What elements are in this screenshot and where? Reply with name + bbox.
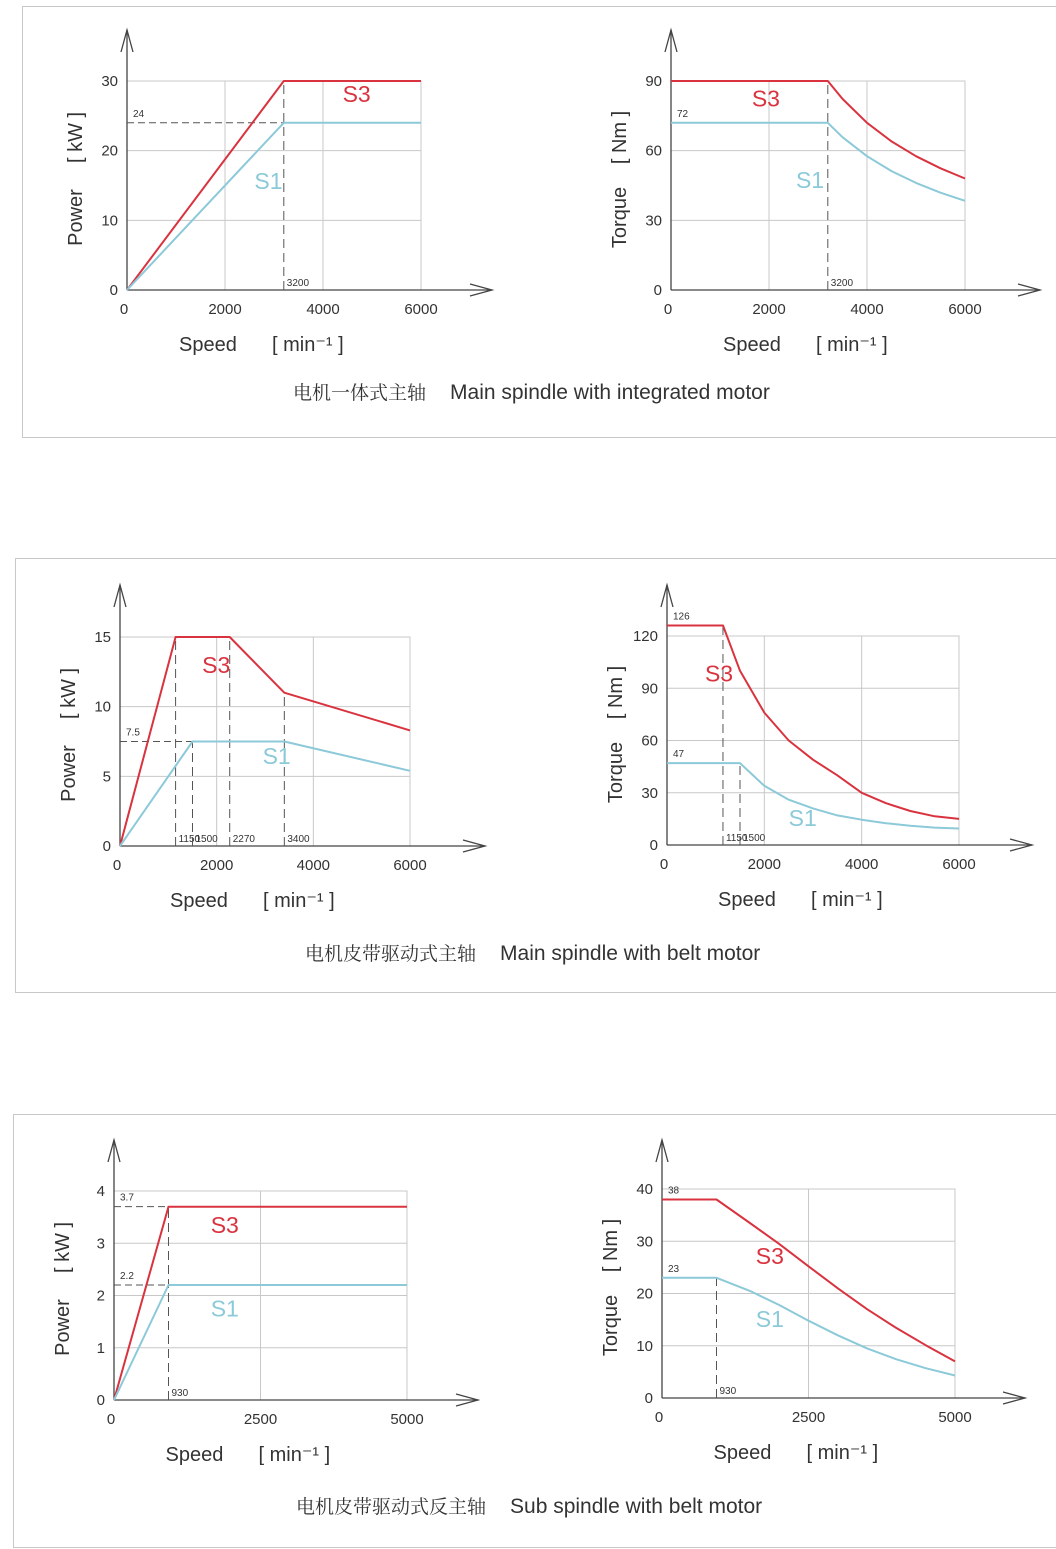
series-s1-label: S1 <box>262 742 291 769</box>
y-axis-unit: [ Nm ] <box>605 665 627 720</box>
y-tick-label: 120 <box>632 628 658 645</box>
y-axis-title: Power <box>52 1299 74 1356</box>
y-tick-label: 0 <box>102 838 111 855</box>
reference-label-x: 1150 <box>725 833 748 844</box>
y-tick-label: 2 <box>96 1287 105 1305</box>
y-tick-label: 90 <box>641 680 658 698</box>
x-axis-title: Speed <box>179 334 237 356</box>
reference-label-y: 3.7 <box>120 1192 134 1204</box>
reference-label-x: 3200 <box>830 278 854 289</box>
series-s3-label: S3 <box>202 652 231 679</box>
reference-label-y: 2.2 <box>120 1271 134 1283</box>
y-tick-label: 0 <box>653 282 662 299</box>
x-axis-unit: [ min⁻¹ ] <box>258 1444 331 1466</box>
y-tick-label: 20 <box>636 1285 653 1303</box>
series-s3-label: S3 <box>704 660 734 687</box>
series-s1-label: S1 <box>795 166 825 193</box>
caption-belt-en: Main spindle with belt motor <box>500 942 761 965</box>
y-tick-label: 60 <box>641 732 658 750</box>
x-tick-label: 0 <box>659 856 669 873</box>
x-tick-label: 2500 <box>791 1409 826 1426</box>
y-tick-label: 0 <box>644 1390 653 1407</box>
x-tick-label: 4000 <box>306 301 340 318</box>
reference-label-y: 7.5 <box>126 727 140 739</box>
y-tick-label: 0 <box>109 282 118 299</box>
x-tick-label: 0 <box>654 1409 664 1426</box>
reference-label-y: 126 <box>673 611 690 623</box>
reference-label-y: 38 <box>668 1185 680 1197</box>
reference-label-x: 1500 <box>743 833 766 844</box>
y-axis-unit: [ Nm ] <box>609 110 631 165</box>
x-axis-unit: [ min⁻¹ ] <box>816 334 888 356</box>
y-axis-title: Power <box>65 189 87 246</box>
caption-sub <box>296 1492 762 1519</box>
caption-sub-cn: 电机皮带驱动式反主轴 <box>296 1496 487 1518</box>
caption-integrated-cn: 电机一体式主轴 <box>293 382 427 404</box>
x-tick-label: 5000 <box>390 1411 424 1428</box>
reference-label-x: 1500 <box>195 834 218 845</box>
reference-label-y: 23 <box>668 1263 680 1275</box>
x-axis-title: Speed <box>170 890 228 912</box>
x-tick-label: 0 <box>119 301 129 318</box>
y-tick-label: 30 <box>101 73 118 90</box>
series-s3-label: S3 <box>751 85 780 112</box>
x-tick-label: 0 <box>112 857 122 874</box>
caption-integrated <box>293 378 770 405</box>
caption-sub-en: Sub spindle with belt motor <box>510 1495 763 1518</box>
y-tick-label: 10 <box>94 698 111 716</box>
x-axis-title: Speed <box>713 1442 772 1464</box>
reference-label-x: 930 <box>171 1388 189 1399</box>
y-axis-title: Torque <box>605 741 627 804</box>
y-tick-label: 15 <box>94 629 111 646</box>
x-tick-label: 2000 <box>747 856 782 873</box>
y-tick-label: 10 <box>636 1337 653 1355</box>
reference-label-y: 47 <box>673 749 685 761</box>
y-tick-label: 30 <box>641 784 658 802</box>
x-axis-unit: [ min⁻¹ ] <box>263 890 335 912</box>
x-tick-label: 6000 <box>942 856 976 873</box>
x-axis-title: Speed <box>723 334 781 356</box>
x-tick-label: 2000 <box>208 301 242 318</box>
reference-label-x: 2270 <box>232 834 255 845</box>
x-tick-label: 0 <box>663 301 673 318</box>
x-tick-label: 4000 <box>844 856 879 873</box>
reference-label-x: 3200 <box>286 278 310 289</box>
x-tick-label: 0 <box>106 1411 116 1428</box>
y-axis-title: Torque <box>600 1294 622 1357</box>
x-tick-label: 4000 <box>850 301 884 318</box>
reference-label-x: 1150 <box>178 834 201 845</box>
y-tick-label: 30 <box>636 1233 653 1251</box>
x-tick-label: 2000 <box>199 857 234 874</box>
caption-belt <box>305 939 760 966</box>
x-tick-label: 2000 <box>752 301 786 318</box>
series-s1-label: S1 <box>788 804 817 831</box>
y-tick-label: 90 <box>645 73 662 90</box>
y-tick-label: 1 <box>96 1339 105 1357</box>
x-axis-unit: [ min⁻¹ ] <box>272 334 344 356</box>
reference-label-y: 72 <box>677 108 689 120</box>
y-tick-label: 30 <box>645 212 662 230</box>
series-s1-label: S1 <box>755 1305 784 1332</box>
caption-integrated-en: Main spindle with integrated motor <box>450 381 770 404</box>
y-tick-label: 10 <box>101 212 118 230</box>
y-tick-label: 20 <box>101 142 118 160</box>
x-tick-label: 2500 <box>243 1411 278 1428</box>
y-axis-title: Torque <box>609 186 631 249</box>
series-s3-label: S3 <box>755 1243 784 1270</box>
series-s3-label: S3 <box>210 1211 239 1238</box>
y-tick-label: 40 <box>636 1181 653 1198</box>
y-tick-label: 60 <box>645 142 662 160</box>
y-axis-unit: [ Nm ] <box>600 1218 622 1273</box>
y-tick-label: 5 <box>102 768 111 786</box>
x-axis-title: Speed <box>718 889 776 911</box>
series-s1-label: S1 <box>210 1295 239 1322</box>
x-tick-label: 4000 <box>296 857 331 874</box>
series-s1-label: S1 <box>254 167 283 194</box>
y-tick-label: 3 <box>96 1235 105 1253</box>
y-axis-unit: [ kW ] <box>52 1221 74 1274</box>
y-axis-title: Power <box>58 745 80 802</box>
reference-label-x: 3400 <box>287 834 310 845</box>
x-tick-label: 6000 <box>948 301 982 318</box>
series-s3-label: S3 <box>342 80 371 107</box>
y-tick-label: 4 <box>96 1183 105 1200</box>
reference-label-x: 930 <box>719 1386 737 1397</box>
x-axis-title: Speed <box>165 1444 224 1466</box>
y-tick-label: 0 <box>649 837 658 854</box>
x-tick-label: 5000 <box>938 1409 972 1426</box>
x-tick-label: 6000 <box>404 301 438 318</box>
x-axis-unit: [ min⁻¹ ] <box>806 1442 879 1464</box>
x-axis-unit: [ min⁻¹ ] <box>811 889 883 911</box>
caption-belt-cn: 电机皮带驱动式主轴 <box>305 943 477 965</box>
y-axis-unit: [ kW ] <box>58 667 80 720</box>
y-tick-label: 0 <box>96 1392 105 1409</box>
y-axis-unit: [ kW ] <box>65 111 87 164</box>
reference-label-y: 24 <box>133 108 145 120</box>
x-tick-label: 6000 <box>393 857 427 874</box>
